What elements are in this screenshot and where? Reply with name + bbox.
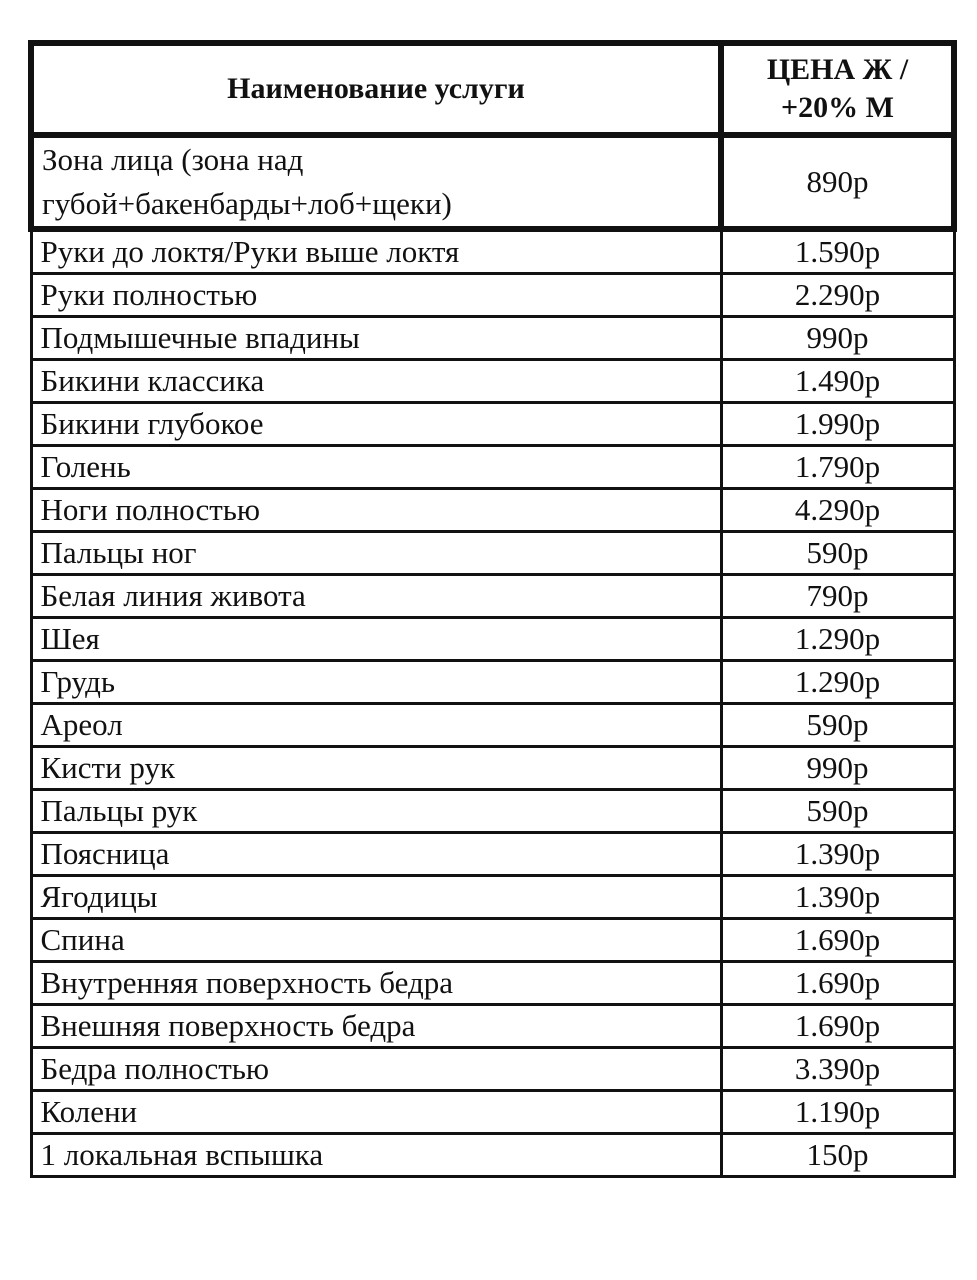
service-price: 590р — [721, 790, 954, 833]
service-price: 1.690р — [721, 1005, 954, 1048]
service-name: Ягодицы — [31, 876, 721, 919]
table-row — [31, 790, 954, 833]
service-price: 3.390р — [721, 1048, 954, 1091]
service-name: Колени — [31, 1091, 721, 1134]
service-name: Голень — [31, 446, 721, 489]
table-row — [31, 532, 954, 575]
service-name: Грудь — [31, 661, 721, 704]
table-row — [31, 876, 954, 919]
service-name: Ноги полностью — [31, 489, 721, 532]
table-row — [31, 229, 954, 274]
table-row — [31, 135, 954, 229]
service-name: Белая линия живота — [31, 575, 721, 618]
table-row — [31, 704, 954, 747]
service-price: 1.690р — [721, 962, 954, 1005]
table-row — [31, 446, 954, 489]
service-name: Руки полностью — [31, 274, 721, 317]
service-price: 590р — [721, 532, 954, 575]
service-price: 990р — [721, 747, 954, 790]
service-name: Руки до локтя/Руки выше локтя — [31, 229, 721, 274]
service-name: Бикини глубокое — [31, 403, 721, 446]
service-price: 1.190р — [721, 1091, 954, 1134]
table-row — [31, 962, 954, 1005]
service-name: Внутренняя поверхность бедра — [31, 962, 721, 1005]
price-column-header — [721, 43, 954, 135]
table-row — [31, 919, 954, 962]
service-name: Спина — [31, 919, 721, 962]
service-price: 790р — [721, 575, 954, 618]
service-price: 590р — [721, 704, 954, 747]
table-row — [31, 618, 954, 661]
service-name: Бикини классика — [31, 360, 721, 403]
service-price: 1.990р — [721, 403, 954, 446]
service-price: 2.290р — [721, 274, 954, 317]
table-row — [31, 403, 954, 446]
service-price: 1.690р — [721, 919, 954, 962]
service-name: Подмышечные впадины — [31, 317, 721, 360]
table-row — [31, 489, 954, 532]
service-name: Ареол — [31, 704, 721, 747]
table-row — [31, 360, 954, 403]
service-name: Зона лица (зона над губой+бакенбарды+лоб+щеки) — [31, 135, 721, 229]
service-name: Бедра полностью — [31, 1048, 721, 1091]
service-price: 1.390р — [721, 876, 954, 919]
service-name: Внешняя поверхность бедра — [31, 1005, 721, 1048]
table-row — [31, 1134, 954, 1177]
table-row — [31, 274, 954, 317]
service-price: 1.290р — [721, 618, 954, 661]
service-name: Шея — [31, 618, 721, 661]
service-price: 990р — [721, 317, 954, 360]
service-column-header — [31, 43, 721, 135]
service-price: 1.290р — [721, 661, 954, 704]
table-row — [31, 1005, 954, 1048]
table-row — [31, 575, 954, 618]
service-name: Кисти рук — [31, 747, 721, 790]
table-header-row — [31, 43, 954, 135]
table-row — [31, 1048, 954, 1091]
service-price: 1.790р — [721, 446, 954, 489]
service-name: 1 локальная вспышка — [31, 1134, 721, 1177]
service-price: 4.290р — [721, 489, 954, 532]
price-list-table — [28, 40, 957, 1178]
service-price: 1.390р — [721, 833, 954, 876]
price-header-line-1: ЦЕНА Ж / — [766, 53, 909, 86]
service-name: Пальцы ног — [31, 532, 721, 575]
service-price: 150р — [721, 1134, 954, 1177]
table-row — [31, 317, 954, 360]
service-name: Поясница — [31, 833, 721, 876]
service-price: 1.490р — [721, 360, 954, 403]
table-row — [31, 661, 954, 704]
service-price: 1.590р — [721, 229, 954, 274]
service-header-label: Наименование услуги — [227, 72, 525, 105]
service-price: 890р — [721, 135, 954, 229]
table-row — [31, 1091, 954, 1134]
service-name: Пальцы рук — [31, 790, 721, 833]
table-row — [31, 747, 954, 790]
price-header-line-2: +20% М — [781, 91, 894, 124]
table-row — [31, 833, 954, 876]
